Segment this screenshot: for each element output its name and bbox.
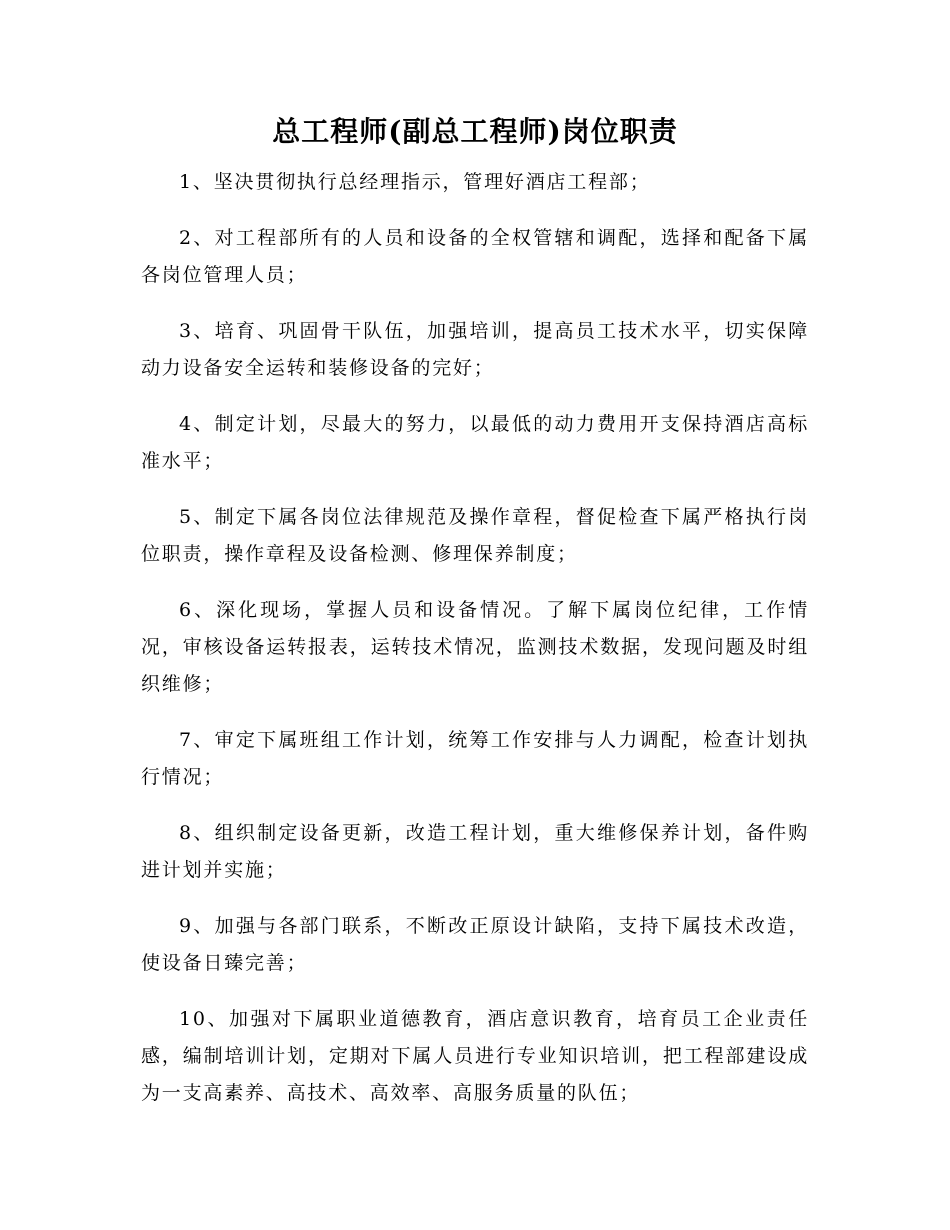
duty-paragraph-2: 2、对工程部所有的人员和设备的全权管辖和调配，选择和配备下属各岗位管理人员； <box>141 227 809 286</box>
document-body <box>141 164 809 1131</box>
duty-paragraph-1: 1、坚决贯彻执行总经理指示，管理好酒店工程部； <box>179 171 651 193</box>
duty-paragraph-10: 10、加强对下属职业道德教育，酒店意识教育，培育员工企业责任感，编制培训计划，定期对下属人员进行专业知识培训，把工程部建设成为一支高素养、高技术、高效率、高服务质量的队伍； <box>141 1008 809 1104</box>
document-title: 总工程师(副总工程师)岗位职责 <box>272 115 678 148</box>
duty-paragraph-6: 6、深化现场，掌握人员和设备情况。了解下属岗位纪律，工作情况，审核设备运转报表，运转技术情况，监测技术数据，发现问题及时组织维修； <box>141 599 809 695</box>
duty-paragraph-9: 9、加强与各部门联系，不断改正原设计缺陷，支持下属技术改造，使设备日臻完善； <box>141 915 809 974</box>
duty-paragraph-4: 4、制定计划，尽最大的努力，以最低的动力费用开支保持酒店高标准水平； <box>141 413 809 472</box>
duty-paragraph-8: 8、组织制定设备更新，改造工程计划，重大维修保养计划，备件购进计划并实施； <box>141 822 809 881</box>
duty-paragraph-3: 3、培育、巩固骨干队伍，加强培训，提高员工技术水平，切实保障动力设备安全运转和装修设备的完好； <box>141 320 809 379</box>
duty-paragraph-7: 7、审定下属班组工作计划，统筹工作安排与人力调配，检查计划执行情况； <box>141 729 809 788</box>
duty-paragraph-5: 5、制定下属各岗位法律规范及操作章程，督促检查下属严格执行岗位职责，操作章程及设备检测、修理保养制度； <box>141 506 809 565</box>
